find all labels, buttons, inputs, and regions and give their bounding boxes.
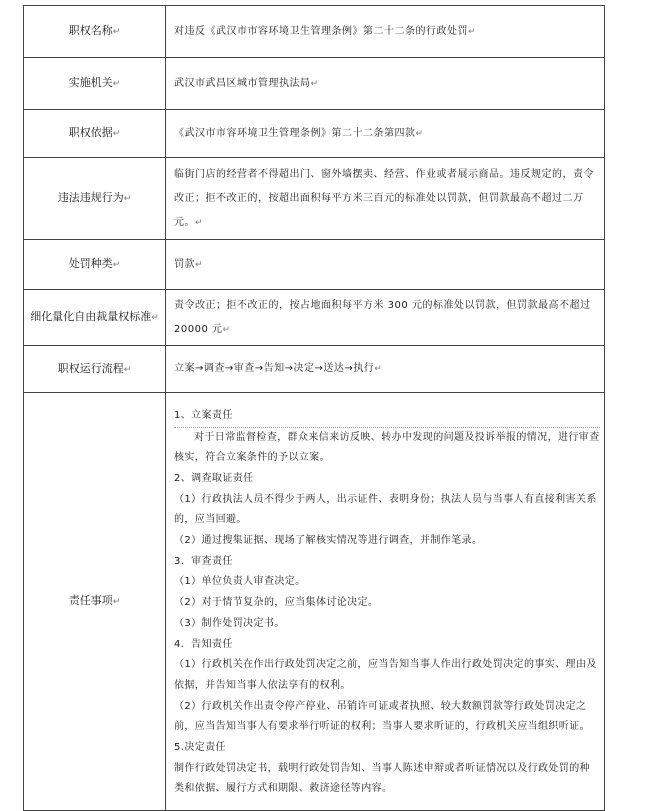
label-agency: 实施机关↵ (24, 58, 166, 110)
row-workflow (24, 346, 605, 393)
label-responsibility: 责任事项↵ (24, 393, 166, 811)
resp-line: （1）行政执法人员不得少于两人，出示证件、表明身份；执法人员与当事人有直接利害关系的，应当回避。 (174, 493, 597, 526)
row-agency (24, 58, 605, 110)
resp-line: 制作行政处罚决定书，载明行政处罚告知、当事人陈述申辩或者听证情况以及行政处罚的种类和依据、履行方式和期限、救济途径等内容。 (174, 762, 590, 795)
row-violation (24, 158, 605, 240)
resp-line: 2、调查取证责任 (174, 472, 254, 484)
resp-line: （3）制作处罚决定书。 (174, 617, 285, 629)
power-table (23, 5, 605, 811)
row-discretion (24, 290, 605, 346)
resp-line: （2）对于情节复杂的，应当集体讨论决定。 (174, 597, 379, 609)
row-penalty-type (24, 240, 605, 290)
resp-line: 3．审查责任 (174, 555, 233, 567)
label-discretion: 细化量化自由裁量权标准↵ (24, 290, 166, 346)
resp-line: 4．告知责任 (174, 638, 233, 650)
resp-line: （2）行政机关作出责令停产停业、吊销许可证或者执照、较大数额罚款等行政处罚决定之前，应当告知当事人有要求举行听证的权利；当事人要求听证的，行政机关应当组织听证。 (174, 700, 590, 733)
label-penalty-type: 处罚种类↵ (24, 240, 166, 290)
row-power-name (24, 6, 605, 58)
value-legal-basis: 《武汉市市容环境卫生管理条例》第二十二条第四款↵ (166, 110, 605, 158)
value-agency: 武汉市武昌区城市管理执法局↵ (166, 58, 605, 110)
label-violation: 违法违规行为↵ (24, 158, 166, 240)
resp-line: 1、立案责任 (174, 406, 600, 428)
label-power-name: 职权名称↵ (24, 6, 166, 58)
value-discretion: 责令改正；拒不改正的，按占地面积每平方米 300 元的标准处以罚款，但罚款最高不超过 20000 元↵ (166, 290, 605, 346)
label-workflow: 职权运行流程↵ (24, 346, 166, 393)
value-responsibility (166, 393, 605, 811)
value-violation: 临街门店的经营者不得超出门、窗外墙摆卖、经营、作业或者展示商品。违反规定的，责令改正；拒不改正的，按超出面积每平方米三百元的标准处以罚款，但罚款最高不超过二万元。↵ (166, 158, 605, 240)
row-legal-basis (24, 110, 605, 158)
resp-line: （1）行政机关在作出行政处罚决定之前，应当告知当事人作出行政处罚决定的事实、理由及依据，并告知当事人依法享有的权利。 (174, 659, 597, 691)
resp-line: 对于日常监督检查，群众来信来访反映、转办中发现的问题及投诉举报的情况，进行审查核实，符合立案条件的予以立案。 (174, 431, 600, 464)
label-legal-basis: 职权依据↵ (24, 110, 166, 158)
value-penalty-type: 罚款↵ (166, 240, 605, 290)
value-workflow: 立案→调查→审查→告知→决定→送达→执行↵ (166, 346, 605, 393)
resp-line: （2）通过搜集证据、现场了解核实情况等进行调查，并制作笔录。 (174, 535, 483, 547)
resp-line: （1）单位负责人审查决定。 (174, 576, 306, 588)
row-responsibility (24, 393, 605, 811)
value-power-name: 对违反《武汉市市容环境卫生管理条例》第二十二条的行政处罚↵ (166, 6, 605, 58)
resp-line: 5.决定责任 (174, 742, 226, 754)
